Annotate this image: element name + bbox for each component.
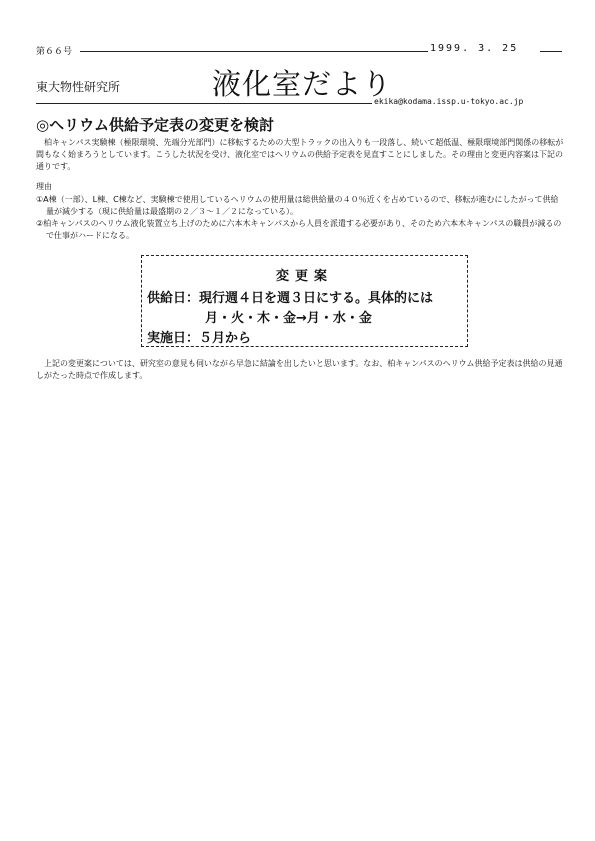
contact-email: ekika@kodama.issp.u-tokyo.ac.jp <box>374 97 524 106</box>
reason-item: ②柏キャンパスのヘリウム液化装置立ち上げのために六本木キャンパスから人員を派遣する必要があり、そのため六本木キャンパスの職員が減るので仕事がハードになる。 <box>36 219 562 240</box>
proposal-supply-days: 供給日：現行週４日を週３日にする。具体的には <box>147 291 434 306</box>
proposal-start-date: 実施日：５月から <box>147 331 252 346</box>
newsletter-title: 液化室だより <box>212 67 393 101</box>
proposal-box <box>141 255 468 347</box>
proposal-weekdays: 月・火・木・金→月・水・金 <box>205 311 372 326</box>
article-heading: ◎ヘリウム供給予定表の変更を検討 <box>36 116 274 134</box>
intro-paragraph: 柏キャンパス実験棟（極限環境、先端分光部門）に移転するための大型トラックの出入りも一段落し、続いて超低温、極限環境部門関係の移転が間もなく始まろうとしています。こうした状況を受け、液化室ではヘリウムの供給予定表を見直すことにしました。その理由と変更内容案は下記の通りです。 <box>36 138 564 171</box>
reason-label: 理由 <box>36 182 52 191</box>
issue-date: 1999. 3. 25 <box>430 43 519 54</box>
header-rule-bottom <box>36 103 372 104</box>
institute-name: 東大物性研究所 <box>36 80 121 94</box>
issue-number: 第６６号 <box>36 47 73 57</box>
header-rule-top <box>80 51 428 52</box>
reason-item: ①A棟（一部）、L棟、C棟など、実験棟で使用しているヘリウムの使用量は総供給量の４０％近くを占めているので、移転が進むにしたがって供給量が減少する（現に供給量は最盛期の２／３〜１／２になっている）。 <box>36 195 559 216</box>
proposal-title: 変更案 <box>275 269 333 284</box>
closing-paragraph: 上記の変更案については、研究室の意見も伺いながら早急に結論を出したいと思います。なお、柏キャンパスのヘリウム供給予定表は供給の見通しがたった時点で作成します。 <box>36 359 563 380</box>
header-rule-top-end <box>540 51 562 52</box>
reason-list <box>36 194 564 242</box>
